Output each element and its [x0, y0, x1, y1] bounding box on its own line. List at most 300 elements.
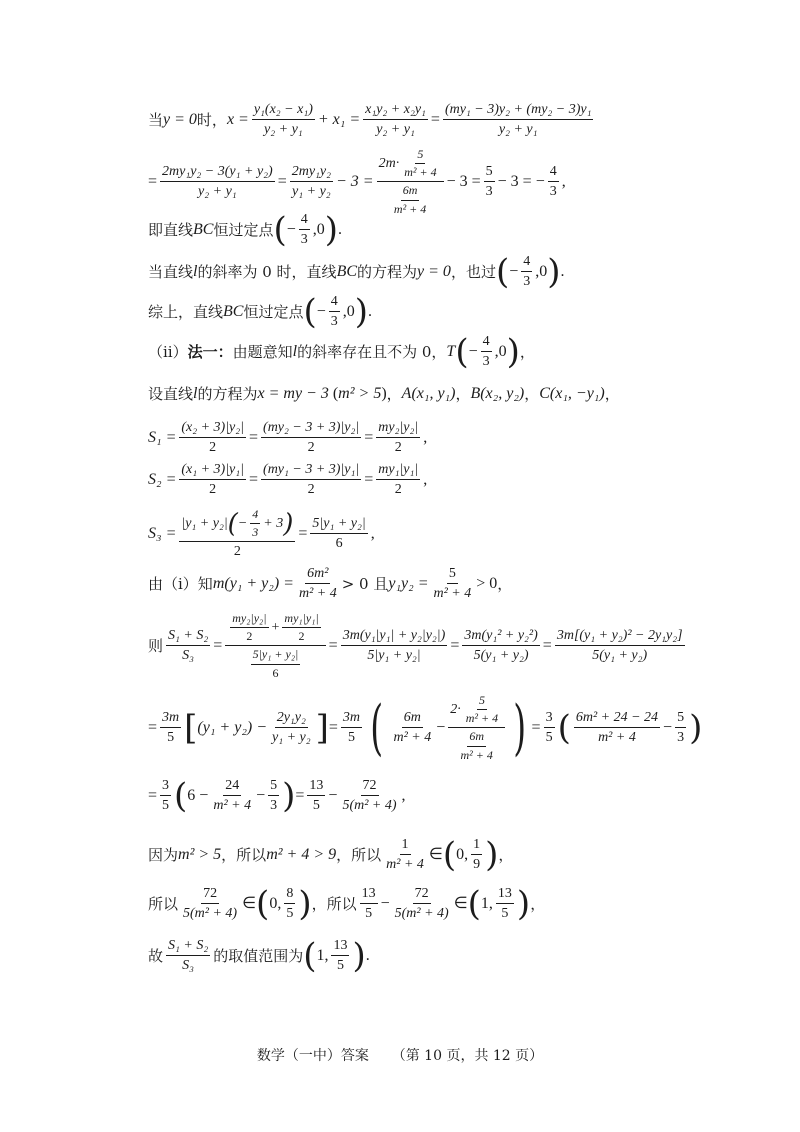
denominator: 3	[523, 274, 531, 290]
numerator: 2y₁y₂	[275, 710, 308, 728]
math: +	[271, 619, 280, 635]
numerator: 1	[400, 837, 411, 855]
fraction	[160, 710, 181, 746]
numerator: 6m² + 24 − 24	[574, 710, 660, 728]
denominator: m² + 4	[298, 586, 337, 602]
fraction	[548, 164, 559, 200]
left-paren: (	[328, 385, 339, 402]
fraction	[481, 334, 492, 370]
punctuation: .	[560, 263, 565, 281]
equals: =	[249, 429, 259, 447]
math: 0,	[456, 846, 469, 864]
denominator: 5	[365, 906, 373, 922]
text: 由题意知	[232, 342, 293, 361]
compound-fraction	[448, 694, 505, 762]
punctuation: ，	[386, 384, 402, 403]
text: 设直线	[148, 384, 194, 403]
text: 的方程为	[357, 262, 418, 281]
text-line-6	[148, 331, 535, 372]
equals: =	[328, 637, 338, 655]
math: ∈	[242, 895, 257, 913]
text-line-5	[148, 291, 373, 332]
text-line-17	[148, 935, 370, 976]
denominator: y₂ + y₁	[376, 122, 415, 138]
fraction	[393, 886, 451, 922]
numerator: (my₁ − 3)y₂ + (my₂ − 3)y₁	[443, 102, 594, 120]
left-paren: (	[495, 251, 510, 292]
fraction	[179, 508, 295, 560]
numerator: (my₁ − 3 + 3)|y₁|	[261, 462, 361, 480]
math: S₁ =	[148, 429, 177, 447]
denominator: 3	[270, 798, 278, 814]
right-bracket: ]	[315, 707, 329, 748]
fraction	[402, 148, 438, 179]
numerator: my₁|y₁|	[376, 462, 420, 480]
equals: =	[542, 637, 552, 655]
numerator: 5	[484, 164, 495, 182]
denominator: 2	[298, 629, 305, 644]
denominator: 5	[501, 906, 509, 922]
text: 由（ⅰ）知	[148, 574, 213, 593]
math: BC	[336, 263, 358, 281]
denominator: y₁ + y₂	[292, 184, 331, 200]
math: y = 0	[417, 263, 451, 281]
text: 的方程为	[197, 384, 258, 403]
numerator: 72	[413, 886, 431, 904]
left-paren: (	[256, 883, 270, 924]
fraction	[544, 710, 555, 746]
denominator: y₁ + y₂	[272, 730, 311, 746]
math: + 3	[263, 515, 284, 531]
math: > 0	[476, 575, 498, 593]
numerator: 4	[299, 212, 310, 230]
math: ∈	[453, 895, 468, 913]
numerator: 24	[223, 778, 241, 796]
fraction	[166, 938, 210, 974]
math: BC	[223, 303, 244, 321]
text: ，也过	[450, 262, 496, 281]
denominator: 2	[209, 440, 217, 456]
fraction	[179, 462, 246, 498]
fraction	[297, 566, 339, 602]
denominator: 2	[233, 544, 241, 560]
denominator	[387, 182, 433, 215]
numerator: 5	[415, 148, 425, 164]
right-paren: )	[282, 775, 296, 816]
text: 的斜率为 0 时，直线	[197, 262, 337, 281]
numerator: 2my₁y₂ − 3(y₁ + y₂)	[160, 164, 275, 182]
math: − 3 =	[336, 173, 374, 191]
text: 综上，直线	[148, 302, 224, 321]
equals: =	[295, 787, 305, 805]
numerator: 72	[361, 778, 379, 796]
numerator	[225, 612, 325, 646]
denominator: 6	[272, 665, 279, 680]
denominator: 3	[549, 184, 557, 200]
math: 1,	[480, 895, 493, 913]
denominator: 9	[473, 857, 481, 873]
denominator: m² + 4	[433, 586, 472, 602]
right-paren: )	[354, 291, 369, 332]
denominator: 2	[307, 440, 315, 456]
fraction	[160, 164, 275, 200]
numerator: 6m	[401, 184, 420, 200]
punctuation: ，	[604, 384, 620, 403]
right-paren: )	[506, 331, 520, 372]
fraction	[675, 710, 686, 746]
denominator: m² + 4	[460, 747, 493, 762]
fraction	[574, 710, 660, 746]
text-line-16	[148, 883, 546, 924]
numerator: 13	[307, 778, 325, 796]
left-paren: (	[303, 291, 317, 332]
math: ,0	[494, 343, 507, 361]
punctuation: ，	[519, 342, 535, 361]
equals: =	[298, 525, 308, 543]
math: + x₁ =	[317, 111, 361, 129]
numerator: my₂|y₂|	[376, 420, 420, 438]
numerator: 5	[477, 694, 487, 710]
equals: =	[213, 637, 223, 655]
fraction	[521, 254, 532, 290]
fraction	[261, 420, 361, 456]
denominator: y₂ + y₁	[498, 122, 538, 138]
text: 所以	[148, 894, 179, 913]
text: > 0 且	[341, 574, 389, 593]
text: 恒过定点	[213, 220, 274, 239]
punctuation: ,	[401, 787, 406, 805]
fraction	[290, 164, 333, 200]
compound-fraction	[377, 148, 444, 216]
numerator: 6m	[467, 730, 486, 746]
punctuation: .	[365, 947, 370, 965]
fraction	[331, 938, 349, 974]
denominator: m² + 4	[393, 730, 432, 746]
denominator: 3	[677, 730, 685, 746]
denominator: 5	[162, 798, 170, 814]
numerator: (my₂ − 3 + 3)|y₂|	[261, 420, 361, 438]
punctuation: ，	[530, 894, 546, 913]
right-paren: )	[485, 834, 499, 875]
math: ,0	[312, 221, 325, 239]
math: BC	[193, 221, 214, 239]
punctuation: ,	[423, 471, 428, 489]
denominator: 5	[286, 906, 294, 922]
left-bracket: [	[184, 707, 198, 748]
math: − 3 =	[446, 173, 481, 191]
text: ，所以	[311, 894, 357, 913]
fraction	[250, 508, 260, 539]
math: −	[286, 221, 296, 239]
point-c: C(x₁, −y₁)	[539, 385, 605, 402]
text: 因为	[148, 845, 179, 864]
numerator: 6m	[402, 710, 423, 728]
fraction	[391, 710, 433, 746]
fraction	[341, 628, 448, 664]
numerator: 3m(y₁|y₁| + y₂|y₂|)	[341, 628, 448, 646]
denominator: 5	[545, 730, 553, 746]
text: ，所以	[336, 845, 382, 864]
equals: =	[148, 173, 158, 191]
fraction	[230, 612, 268, 643]
math: ∈	[428, 846, 443, 864]
fraction	[329, 294, 340, 330]
math: −	[468, 343, 478, 361]
denominator: m² + 4	[393, 201, 427, 216]
denominator: 2	[394, 440, 402, 456]
denominator: 3	[482, 354, 490, 370]
fraction	[310, 516, 367, 552]
text: 恒过定点	[243, 302, 304, 321]
denominator: 6	[335, 536, 343, 552]
math-x: x =	[226, 111, 249, 129]
fraction	[268, 778, 279, 814]
denominator: m² + 4	[386, 857, 424, 873]
numerator: my₂|y₂|	[230, 612, 268, 628]
numerator: 5	[447, 566, 458, 584]
punctuation: ，	[498, 845, 514, 864]
fraction	[252, 102, 315, 138]
denominator: 5	[167, 730, 175, 746]
math: l	[193, 263, 198, 281]
fraction	[360, 886, 378, 922]
punctuation: .	[338, 221, 343, 239]
part-tag: （ⅱ）	[148, 342, 188, 361]
numerator: 1	[471, 837, 482, 855]
numerator: 13	[496, 886, 514, 904]
equals: =	[364, 471, 374, 489]
numerator: 4	[548, 164, 559, 182]
math: T	[446, 343, 456, 361]
fraction	[471, 837, 482, 873]
punctuation: .	[368, 303, 373, 321]
numerator: 3	[160, 778, 171, 796]
math: y₁y₂ =	[388, 575, 429, 593]
equation-s3	[148, 508, 375, 560]
fraction	[282, 612, 320, 643]
denominator: 2	[246, 629, 253, 644]
left-paren: (	[174, 775, 188, 816]
equals: =	[531, 719, 541, 737]
numerator: S₁ + S₂	[166, 938, 210, 956]
numerator	[377, 148, 444, 182]
denominator: S₃	[182, 958, 195, 974]
fraction	[432, 566, 474, 602]
right-paren: )	[547, 251, 561, 292]
fraction	[496, 886, 514, 922]
point-b: B(x₂, y₂)	[470, 385, 525, 402]
equals: =	[277, 173, 287, 191]
numerator: 13	[331, 938, 349, 956]
denominator: m² + 4	[465, 711, 499, 726]
right-paren: )	[516, 883, 531, 924]
text-line-15	[148, 834, 514, 875]
fraction	[340, 778, 398, 814]
numerator: S₁ + S₂	[166, 628, 210, 646]
denominator: 3	[252, 525, 259, 540]
denominator: 2	[394, 482, 402, 498]
numerator: 72	[201, 886, 219, 904]
numerator: 3m[(y₁ + y₂)² − 2y₁y₂]	[555, 628, 685, 646]
fraction	[284, 886, 295, 922]
left-paren: (	[467, 883, 481, 924]
denominator	[454, 728, 500, 761]
fraction	[211, 778, 253, 814]
math: l	[292, 343, 298, 361]
math: (y₁ + y₂) −	[197, 719, 267, 737]
left-paren: (	[227, 508, 238, 539]
math: x = my − 3	[257, 385, 329, 402]
numerator: 2my₁y₂	[290, 164, 333, 182]
equals: =	[364, 429, 374, 447]
text: 时，	[196, 110, 227, 129]
page-footer	[0, 1045, 800, 1065]
footer-subject: 数学（一中）答案	[256, 1048, 369, 1064]
math: − 3 = −	[497, 173, 545, 191]
denominator: 5|y₁ + y₂|	[367, 648, 421, 664]
math: −	[663, 719, 673, 737]
denominator: 5(y₁ + y₂)	[473, 648, 529, 664]
math: −	[256, 787, 266, 805]
numerator: 5	[675, 710, 686, 728]
fraction	[179, 420, 246, 456]
right-paren: )	[298, 883, 312, 924]
fraction	[555, 628, 685, 664]
text: 的斜率存在且不为 0，	[297, 342, 447, 361]
equals: =	[430, 111, 440, 129]
fraction	[251, 648, 301, 679]
numerator	[179, 508, 295, 542]
equation-line-14	[148, 775, 406, 816]
left-paren: (	[370, 692, 384, 763]
fraction	[341, 710, 362, 746]
equals: =	[249, 471, 259, 489]
text: 则	[148, 636, 164, 655]
text: 的取值范围为	[213, 946, 304, 965]
math: 0,	[269, 895, 282, 913]
fraction	[166, 628, 210, 664]
numerator: 4	[481, 334, 492, 352]
text: 当直线	[148, 262, 194, 281]
right-paren: )	[352, 935, 366, 976]
fraction	[459, 730, 495, 761]
numerator: 13	[360, 886, 378, 904]
fraction	[363, 102, 428, 138]
left-paren: (	[557, 707, 571, 748]
punctuation: ,	[561, 173, 566, 191]
math: 1,	[316, 947, 329, 965]
text: 即直线	[148, 220, 194, 239]
math: −	[316, 303, 326, 321]
numerator	[448, 694, 505, 728]
compound-fraction	[225, 612, 325, 680]
denominator: 5(m² + 4)	[342, 798, 397, 814]
text: 故	[148, 946, 164, 965]
math: −	[509, 263, 519, 281]
text: ，所以	[221, 845, 267, 864]
denominator: 3	[330, 314, 338, 330]
denominator: y₂ + y₁	[264, 122, 303, 138]
fraction	[464, 694, 500, 725]
numerator: x₁y₂ + x₂y₁	[363, 102, 428, 120]
math: S₂ =	[148, 471, 177, 489]
fraction	[384, 837, 426, 873]
fraction	[307, 778, 325, 814]
fraction	[376, 462, 420, 498]
numerator: 3m(y₁² + y₂²)	[462, 628, 539, 646]
fraction	[299, 212, 310, 248]
equals: =	[148, 719, 158, 737]
denominator: 5(m² + 4)	[394, 906, 449, 922]
equals: =	[148, 787, 158, 805]
numerator: 4	[521, 254, 532, 272]
numerator: 3	[544, 710, 555, 728]
math: S₃ =	[148, 525, 177, 543]
numerator: 4	[329, 294, 340, 312]
fraction	[392, 184, 428, 215]
right-paren: )	[324, 209, 339, 250]
text-line-3	[148, 209, 343, 250]
denominator	[246, 646, 306, 679]
method-label: 法一：	[187, 342, 233, 361]
text-line-7	[148, 385, 620, 403]
math: 6 −	[187, 787, 209, 805]
fraction	[160, 778, 171, 814]
denominator: 5(m² + 4)	[183, 906, 238, 922]
text-line-11	[148, 566, 512, 602]
math: −	[328, 787, 338, 805]
denominator: y₂ + y₁	[198, 184, 237, 200]
equation-s2	[148, 462, 427, 498]
text-line-4	[148, 251, 565, 292]
footer-page-number: （第 10 页，共 12 页）	[391, 1048, 544, 1064]
numerator: 3m	[160, 710, 181, 728]
denominator: S₃	[182, 648, 195, 664]
fraction	[484, 164, 495, 200]
fraction	[376, 420, 420, 456]
math: m(y₁ + y₂) =	[212, 575, 294, 593]
math: y = 0	[163, 111, 197, 129]
punctuation: ，	[524, 384, 540, 403]
equation-line-12	[148, 612, 688, 680]
punctuation: ，	[455, 384, 471, 403]
math: ,0	[535, 263, 548, 281]
fraction	[443, 102, 594, 138]
math: −	[380, 895, 390, 913]
denominator: 2	[209, 482, 217, 498]
numerator: 4	[250, 508, 260, 524]
math: m² > 5	[178, 846, 222, 864]
equation-line-1	[148, 102, 596, 138]
denominator: 5	[336, 958, 344, 974]
fraction	[261, 462, 361, 498]
denominator: m² + 4	[213, 798, 252, 814]
right-paren: )	[513, 692, 527, 763]
denominator: 5(y₁ + y₂)	[592, 648, 648, 664]
math: 2m·	[378, 155, 400, 171]
numerator: my₁|y₁|	[282, 612, 320, 628]
denominator: 3	[300, 232, 308, 248]
punctuation: ,	[370, 525, 375, 543]
right-paren: )	[689, 707, 703, 748]
numerator: 5	[268, 778, 279, 796]
numerator: 5|y₁ + y₂|	[310, 516, 367, 534]
numerator: 3m	[341, 710, 362, 728]
denominator: 3	[485, 184, 493, 200]
math: 2·	[450, 701, 461, 717]
numerator: 5|y₁ + y₂|	[251, 648, 301, 664]
equals: =	[328, 719, 338, 737]
